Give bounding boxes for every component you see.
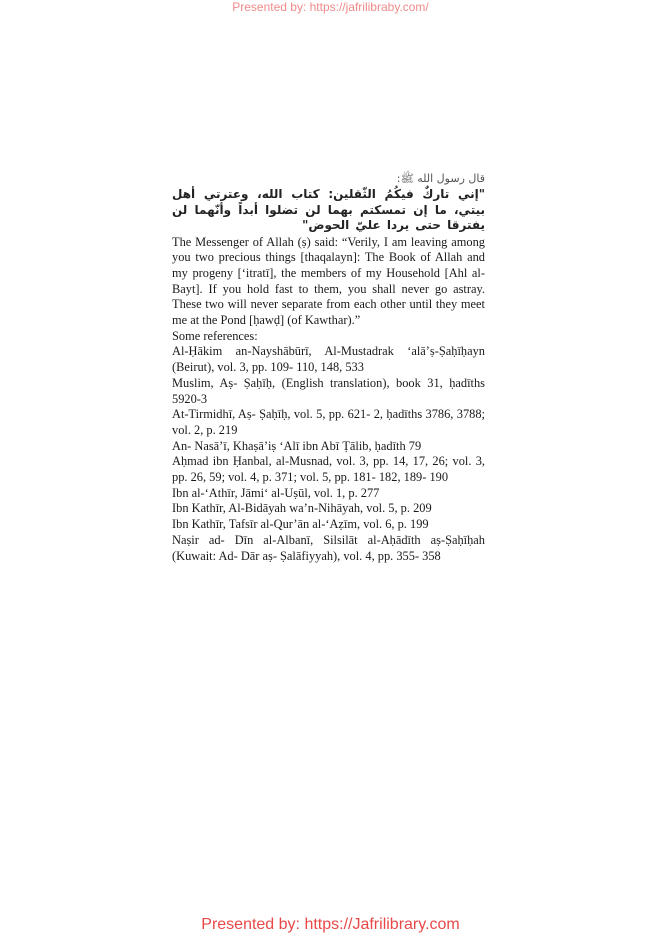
page-content	[172, 172, 485, 564]
references-heading: Some references:	[172, 328, 258, 343]
reference-item: Muslim, Aṣ- Ṣaḥīḥ, (English translation), book 31, ḥadīths 5920-3	[172, 375, 485, 406]
reference-item: Ibn Kathīr, Al-Bidāyah wa’n-Nihāyah, vol. 5, p. 209	[172, 501, 432, 516]
hadith-translation: The Messenger of Allah (ṣ) said: “Verily, I am leaving among you two precious things [thaqalayn]: The Book of Allah and my progeny [‘itratī], the members of my Household [Ahl al-Bayt]. If you hold fast to them, you shall never go astray. These two will never separate from each other until they meet me at the Pond [ḥawḍ] (of Kawthar).”	[172, 234, 485, 328]
reference-item: Ibn Kathīr, Tafsīr al-Qur’ān al-‘Aẓīm, vol. 6, p. 199	[172, 517, 429, 532]
arabic-hadith: "إني تاركٌ فيكُمُ الثّقلين: كتاب الله، وعترتي أهل بيتي، ما إن تمسكتم بهما لن تضلوا أبداً وأنّهما لن يفترقا حتى يردا عليّ الحوض"	[172, 187, 485, 232]
reference-item: Al-Ḥākim an-Nayshābūrī, Al-Mustadrak ‘alā’ṣ-Ṣaḥīḥayn (Beirut), vol. 3, pp. 109- 110, 148, 533	[172, 344, 485, 375]
reference-item: At-Tirmidhī, Aṣ- Ṣaḥīḥ, vol. 5, pp. 621- 2, ḥadīths 3786, 3788; vol. 2, p. 219	[172, 407, 485, 437]
reference-item: An- Nasā’ī, Khaṣā’iṣ ‘Alī ibn Abī Ṭālib, ḥadīth 79	[172, 438, 422, 453]
watermark-bottom: Presented by: https://Jafrilibrary.com	[201, 916, 460, 933]
reference-item: Ibn al-‘Athīr, Jāmi‘ al-Uṣūl, vol. 1, p. 277	[172, 485, 380, 500]
watermark-top: Presented by: https://jafrilibraby.com/	[232, 0, 429, 14]
reference-item: Aḥmad ibn Ḥanbal, al-Musnad, vol. 3, pp. 14, 17, 26; vol. 3, pp. 26, 59; vol. 4, p. 371; vol. 5, pp. 181- 182, 189- 190	[172, 454, 485, 485]
arabic-intro: قال رسول الله ﷺ:	[396, 172, 485, 185]
references-list	[172, 344, 485, 564]
reference-item: Naṣir ad- Dīn al-Albanī, Silsilāt al-Aḥādīth aṣ-Ṣaḥīḥah (Kuwait: Ad- Dār aṣ- Ṣalāfiyyah), vol. 4, pp. 355- 358	[172, 532, 485, 563]
